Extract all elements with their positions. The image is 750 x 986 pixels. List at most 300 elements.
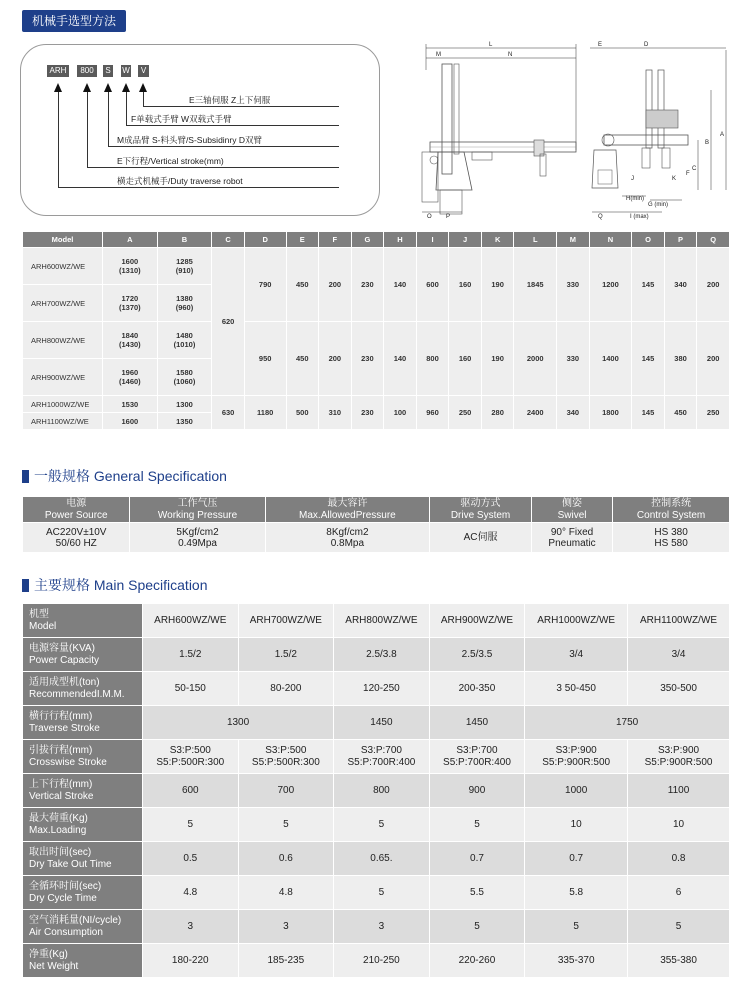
label-cn: 净重(Kg) [29,948,68,960]
label-en: Vertical Stroke [29,790,94,802]
col-header: E [286,232,319,248]
value-line: 90° Fixed [550,526,594,538]
col-header: F [319,232,352,248]
table-row [23,944,730,978]
label-en: Net Weight [29,960,79,972]
table-cell: 2400 [514,396,557,430]
table-cell: 160 [449,322,482,396]
code-segment-stroke: 800 [77,65,97,77]
table-cell: 5.8 [525,876,628,910]
label-en: Dry Cycle Time [29,892,97,904]
value-line: Pneumatic [548,537,596,549]
table-cell: 800 [416,322,449,396]
table-cell: 250 [449,396,482,430]
leader-line [108,146,339,147]
table-cell: 200 [319,322,352,396]
dim-label-D: D [644,42,649,48]
section-title-cn: 一般规格 [34,468,90,484]
dimension-table-header-row [23,232,730,248]
section-marker-icon [22,579,29,592]
arrow-up-icon [104,83,112,92]
code-segment-arm-type: W [122,66,130,75]
code-segment-servo: V [138,65,149,77]
code-desc-stroke: E下行程/Vertical stroke(mm) [117,156,224,166]
value-line: S3:P:900 [657,744,700,756]
table-cell: 600 [416,248,449,322]
model-cell: ARH1100WZ/WE [23,413,103,430]
header-en: Power Source [44,509,108,521]
label-cn: 空气消耗量(NI/cycle) [29,914,122,926]
table-cell: 5 [143,808,239,842]
table-cell: ARH600WZ/WE [143,604,239,638]
table-cell: 140 [384,248,417,322]
table-cell: 2000 [514,322,557,396]
col-header: P [664,232,697,248]
model-code-diagram [20,44,380,216]
value-line: 5Kgf/cm2 [176,526,219,538]
table-cell [103,248,158,285]
arrow-up-icon [122,83,130,92]
col-header: O [632,232,665,248]
dim-label-E: E [598,42,603,48]
table-cell: 5 [525,910,628,944]
label-cn: 机型 [29,608,49,620]
main-spec-table [22,603,730,978]
row-label [23,638,143,672]
col-header: Q [697,232,730,248]
table-cell [628,740,730,774]
section-title-en: General Specification [93,468,227,484]
table-cell: 145 [632,322,665,396]
table-cell: 140 [384,322,417,396]
col-header [265,497,430,523]
table-row [23,910,730,944]
table-cell: 1200 [589,248,632,322]
table-cell: 1600 [103,413,158,430]
table-cell: 5 [334,808,430,842]
table-cell: 0.7 [429,842,525,876]
label-en: Dry Take Out Time [29,858,112,870]
value-line: 0.8Mpa [330,537,365,549]
model-cell: ARH900WZ/WE [23,359,103,396]
dim-label-C: C [692,166,697,172]
table-cell: 4.8 [238,876,334,910]
dim-label-P: P [446,214,451,220]
label-en: Traverse Stroke [29,722,100,734]
dim-label-B: B [705,140,710,146]
value-line: 0.49Mpa [178,537,217,549]
model-cell: ARH1000WZ/WE [23,396,103,413]
col-header [23,497,130,523]
leader-line [58,187,339,188]
table-cell: 50-150 [143,672,239,706]
leader-line [126,125,339,126]
value-line: S5:P:900R:500 [542,756,611,768]
table-cell: 1450 [429,706,525,740]
label-cn: 引拔行程(mm) [29,744,93,756]
value-primary: 1600 [121,257,139,266]
model-cell: ARH800WZ/WE [23,322,103,359]
table-cell: 200-350 [429,672,525,706]
row-label [23,740,143,774]
header-cn: 最大容许 [327,497,368,509]
col-header: I [416,232,449,248]
table-cell: 5 [628,910,730,944]
label-en: Max.Loading [29,824,87,836]
value-line: S5:P:900R:500 [644,756,713,768]
table-cell: 250 [697,396,730,430]
table-cell [157,322,212,359]
table-cell: 600 [143,774,239,808]
row-label [23,944,143,978]
page-title: 机械手选型方法 [22,10,126,32]
section-title-en: Main Specification [93,577,208,593]
row-label [23,706,143,740]
table-cell: 145 [632,396,665,430]
section-marker-icon [22,470,29,483]
table-row [23,248,730,285]
col-header: C [212,232,245,248]
table-cell: 1350 [157,413,212,430]
table-cell: 450 [664,396,697,430]
col-header [130,497,265,523]
col-header: J [449,232,482,248]
value-primary: 1480 [176,331,193,340]
table-cell: 450 [286,322,319,396]
table-cell: 10 [525,808,628,842]
table-cell: 5 [429,808,525,842]
code-desc-series: 横走式机械手/Duty traverse robot [117,176,243,186]
label-en: Air Consumption [29,926,103,938]
header-en: Max.AllowedPressure [299,509,396,521]
label-cn: 取出时间(sec) [29,846,92,858]
col-header: A [103,232,158,248]
table-cell: 950 [244,322,286,396]
col-header: B [157,232,212,248]
value-primary: 1285 [176,257,193,266]
leader-line [87,92,88,167]
value-secondary: (1010) [173,340,196,349]
table-cell: 10 [628,808,730,842]
label-cn: 电源容量(KVA) [29,642,95,654]
code-segment-series: ARH [47,65,69,77]
value-line: S5:P:700R:400 [443,756,511,768]
table-cell [613,523,730,553]
value-secondary: (1460) [118,377,141,386]
header-cn: 控制系统 [651,497,692,509]
table-cell: 185-235 [238,944,334,978]
label-cn: 横行行程(mm) [29,710,93,722]
col-header: G [351,232,384,248]
leader-line [58,92,59,187]
front-view-drawing [416,40,582,220]
table-cell: 1530 [103,396,158,413]
table-row [23,523,730,553]
label-cn: 最大荷重(Kg) [29,812,88,824]
value-secondary: (1430) [118,340,141,349]
value-primary: 1380 [176,294,193,303]
col-header: M [557,232,590,248]
table-cell: 3/4 [628,638,730,672]
table-cell: 0.7 [525,842,628,876]
value-line: S3:P:500 [169,744,211,756]
value-secondary: (910) [175,266,194,275]
dim-label-A: A [720,132,725,138]
leader-line [108,92,109,146]
value-line: 8Kgf/cm2 [326,526,369,538]
value-secondary: (960) [175,303,194,312]
value-line: AC220V±10V [45,526,107,538]
table-cell [103,359,158,396]
table-row [23,322,730,359]
table-cell [157,359,212,396]
row-label [23,808,143,842]
value-line: S5:P:500R:300 [251,756,320,768]
value-line: HS 380 [654,526,688,538]
table-row [23,706,730,740]
table-row [23,808,730,842]
table-cell: 380 [664,322,697,396]
table-cell [334,740,430,774]
col-header: K [481,232,514,248]
value-secondary: (1370) [118,303,141,312]
table-cell: 3 [143,910,239,944]
table-cell: ARH700WZ/WE [238,604,334,638]
table-cell: 200 [319,248,352,322]
col-header: Model [23,232,103,248]
leader-line [126,92,127,125]
table-cell: 1750 [525,706,730,740]
col-header: D [244,232,286,248]
table-cell: 190 [481,248,514,322]
table-cell: 0.6 [238,842,334,876]
table-cell [103,322,158,359]
table-cell: ARH900WZ/WE [429,604,525,638]
table-cell: 1400 [589,322,632,396]
table-cell [429,740,525,774]
dim-label-L: L [489,42,493,48]
dim-label-I: I (max) [630,214,649,220]
col-header [613,497,730,523]
value-secondary: (1310) [118,266,141,275]
code-desc-servo: E三轴伺服 Z上下伺服 [189,95,271,105]
row-label [23,876,143,910]
table-cell: 1450 [334,706,430,740]
table-cell: 3/4 [525,638,628,672]
table-cell: 1.5/2 [238,638,334,672]
table-cell: 230 [351,248,384,322]
value-line: S3:P:900 [555,744,597,756]
table-cell [143,740,239,774]
table-cell: 100 [384,396,417,430]
value-primary: 1580 [176,368,193,377]
section-heading-general [22,466,227,486]
value-line: S3:P:700 [456,744,498,756]
arrow-up-icon [83,83,91,92]
label-en: RecommendedI.M.M. [29,688,125,700]
section-heading-main [22,575,208,595]
table-cell: 200 [697,322,730,396]
value-secondary: (1060) [173,377,196,386]
table-row [23,740,730,774]
side-view-drawing [586,40,734,220]
table-cell: 1180 [244,396,286,430]
table-cell [430,523,532,553]
table-cell: 180-220 [143,944,239,978]
table-cell [238,740,334,774]
label-cn: 适用成型机(ton) [29,676,100,688]
table-cell: 355-380 [628,944,730,978]
header-en: Drive System [450,509,511,521]
table-cell: 700 [238,774,334,808]
dim-label-N: N [508,52,513,58]
dim-label-F: F [686,171,690,177]
table-cell: 3 50-450 [525,672,628,706]
dim-label-H: H(min) [626,196,644,202]
dim-label-M: M [436,52,441,58]
table-cell [531,523,612,553]
table-row [23,774,730,808]
table-cell: 450 [286,248,319,322]
code-segment-arm: S [103,65,113,77]
table-cell: ARH1000WZ/WE [525,604,628,638]
code-desc-arm-type: F单载式手臂 W双载式手臂 [131,114,232,124]
table-cell: 2.5/3.8 [334,638,430,672]
table-cell: 160 [449,248,482,322]
table-cell: 340 [664,248,697,322]
table-cell: 1000 [525,774,628,808]
table-cell: 5 [334,876,430,910]
leader-line [143,92,144,106]
table-cell: 5.5 [429,876,525,910]
table-cell: 145 [632,248,665,322]
model-cell: ARH600WZ/WE [23,248,103,285]
table-cell [23,523,130,553]
table-cell: 230 [351,322,384,396]
table-cell [130,523,265,553]
table-cell: 960 [416,396,449,430]
header-cn: 工作气压 [177,497,218,509]
table-cell: 500 [286,396,319,430]
table-cell: 6 [628,876,730,910]
value-line: S3:P:500 [265,744,307,756]
arrow-up-icon [139,83,147,92]
table-cell: 210-250 [334,944,430,978]
table-cell: 3 [238,910,334,944]
table-cell: ARH800WZ/WE [334,604,430,638]
table-row [23,638,730,672]
table-row [23,842,730,876]
arrow-up-icon [54,83,62,92]
general-spec-header-row [23,497,730,523]
value-primary: 1720 [121,294,139,303]
leader-line [143,106,339,107]
dimension-table [22,231,730,430]
value-line: AC伺服 [463,532,498,543]
table-cell: 0.65. [334,842,430,876]
section-title-cn: 主要规格 [34,577,90,593]
table-cell: 900 [429,774,525,808]
table-cell: 1845 [514,248,557,322]
row-label [23,604,143,638]
table-cell: 330 [557,322,590,396]
table-cell [103,285,158,322]
dim-label-J: J [631,176,634,182]
dim-label-O: O [427,214,432,220]
label-cn: 上下行程(mm) [29,778,93,790]
header-en: Control System [636,509,706,521]
table-cell: 280 [481,396,514,430]
label-en: Power Capacity [29,654,100,666]
label-en: Model [29,620,57,632]
table-cell: 790 [244,248,286,322]
table-cell: 0.5 [143,842,239,876]
value-line: HS 580 [654,537,688,549]
table-row [23,604,730,638]
table-cell [525,740,628,774]
col-header: L [514,232,557,248]
col-header: H [384,232,417,248]
col-header: N [589,232,632,248]
table-cell: 120-250 [334,672,430,706]
table-cell: 200 [697,248,730,322]
row-label [23,910,143,944]
row-label [23,774,143,808]
table-cell: 1800 [589,396,632,430]
table-cell: 1300 [157,396,212,413]
table-cell [157,285,212,322]
table-cell: 1.5/2 [143,638,239,672]
row-label [23,672,143,706]
table-cell: 220-260 [429,944,525,978]
value-line: 50/60 HZ [55,537,97,549]
label-en: Crosswise Stroke [29,756,107,768]
table-cell: ARH1100WZ/WE [628,604,730,638]
model-cell: ARH700WZ/WE [23,285,103,322]
table-cell: 80-200 [238,672,334,706]
table-row [23,876,730,910]
leader-line [87,167,339,168]
table-cell: 0.8 [628,842,730,876]
table-cell: 335-370 [525,944,628,978]
table-cell: 630 [212,396,245,430]
header-cn: 电源 [66,497,87,509]
table-cell: 1300 [143,706,334,740]
table-row [23,396,730,413]
dim-label-Q: Q [598,214,603,220]
table-cell: 1100 [628,774,730,808]
header-cn: 侧姿 [562,497,583,509]
table-cell: 310 [319,396,352,430]
value-primary: 1960 [121,368,139,377]
table-row [23,672,730,706]
table-cell: 800 [334,774,430,808]
table-cell: 4.8 [143,876,239,910]
table-cell: 350-500 [628,672,730,706]
code-desc-arm: M成品臂 S-料头臂/S-Subsidinry D双臂 [117,135,262,145]
dim-label-G: G (min) [648,202,668,208]
header-en: Working Pressure [157,509,238,521]
table-cell: 620 [212,248,245,396]
label-cn: 全循环时间(sec) [29,880,102,892]
table-cell: 190 [481,322,514,396]
general-spec-table [22,496,730,553]
value-line: S3:P:700 [360,744,402,756]
value-line: S5:P:700R:400 [347,756,416,768]
dim-label-K: K [672,176,677,182]
table-cell [265,523,430,553]
value-line: S5:P:500R:300 [156,756,225,768]
